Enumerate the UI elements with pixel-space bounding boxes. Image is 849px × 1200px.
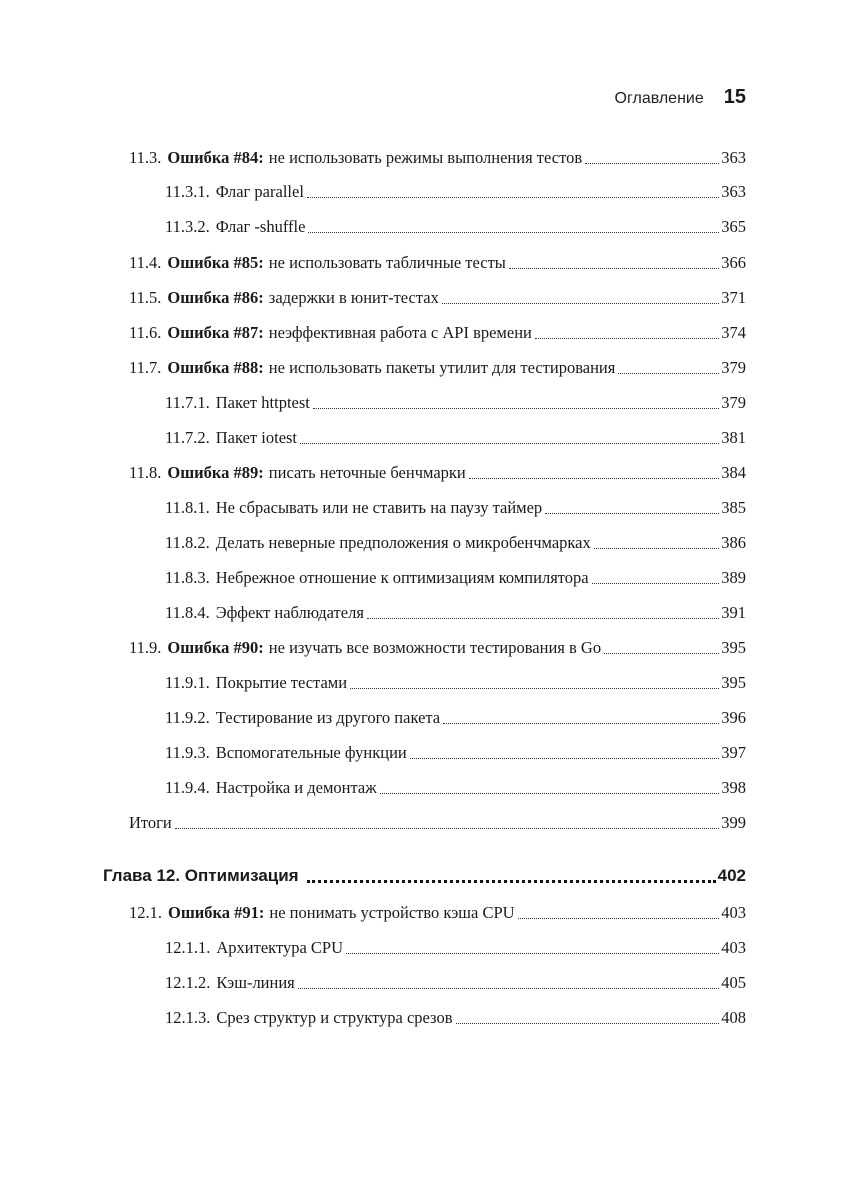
entry-title: не использовать табличные тесты <box>268 253 506 272</box>
dot-leader <box>307 880 716 883</box>
toc-entry <box>165 427 746 449</box>
entry-page-number: 389 <box>721 568 746 587</box>
entry-page-number: 408 <box>721 1008 746 1027</box>
dot-leader <box>313 408 719 409</box>
entry-number: 12.1.2. <box>165 973 211 992</box>
dot-leader <box>442 303 719 304</box>
entry-page-number: 379 <box>721 358 746 377</box>
entry-title: не использовать пакеты утилит для тестирования <box>268 358 616 377</box>
toc-entry <box>129 812 746 834</box>
dot-leader <box>307 197 719 198</box>
entry-title: не изучать все возможности тестирования в Go <box>268 638 602 657</box>
entry-title: Пакет iotest <box>215 428 298 447</box>
entry-title: Делать неверные предположения о микробенчмарках <box>215 533 591 552</box>
toc-entry <box>165 707 746 729</box>
toc-entry <box>165 937 746 959</box>
entry-page-number: 391 <box>721 603 746 622</box>
entry-error-label: Ошибка #86: <box>167 288 264 307</box>
toc-entry <box>129 322 746 344</box>
toc-entry <box>165 1007 746 1029</box>
entry-page-number: 365 <box>721 217 746 236</box>
entry-error-label: Ошибка #91: <box>168 903 265 922</box>
entry-title: Итоги <box>129 813 172 832</box>
toc-entry <box>165 602 746 624</box>
toc-entry <box>165 972 746 994</box>
entry-title: Флаг -shuffle <box>215 217 306 236</box>
entry-page-number: 395 <box>721 673 746 692</box>
toc-entry <box>165 777 746 799</box>
entry-page-number: 405 <box>721 973 746 992</box>
page-number: 15 <box>723 86 746 108</box>
toc-entry <box>165 216 746 238</box>
entry-page-number: 384 <box>721 463 746 482</box>
entry-page-number: 381 <box>721 428 746 447</box>
entry-page-number: 402 <box>717 866 746 885</box>
entry-error-label: Ошибка #85: <box>167 253 264 272</box>
entry-number: 11.9.3. <box>165 743 210 762</box>
entry-number: 12.1.1. <box>165 938 211 957</box>
entry-number: 11.9.2. <box>165 708 210 727</box>
dot-leader <box>410 758 720 759</box>
entry-number: 11.6. <box>129 323 162 342</box>
entry-page-number: 395 <box>721 638 746 657</box>
dot-leader <box>346 953 719 954</box>
entry-page-number: 374 <box>721 323 746 342</box>
toc-entry <box>129 287 746 309</box>
entry-number: 11.9.1. <box>165 673 210 692</box>
entry-title: Флаг parallel <box>215 182 304 201</box>
dot-leader <box>380 793 720 794</box>
toc-entry <box>165 567 746 589</box>
entry-number: 11.3.2. <box>165 217 210 236</box>
entry-page-number: 396 <box>721 708 746 727</box>
entry-page-number: 386 <box>721 533 746 552</box>
toc-entry <box>165 181 746 203</box>
dot-leader <box>308 232 719 233</box>
dot-leader <box>175 828 719 829</box>
entry-number: 11.8.2. <box>165 533 210 552</box>
entry-title: Покрытие тестами <box>215 673 348 692</box>
entry-title: писать неточные бенчмарки <box>268 463 466 482</box>
entry-number: 11.8. <box>129 463 162 482</box>
entry-number: 11.8.1. <box>165 498 210 517</box>
entry-title: Настройка и демонтаж <box>215 778 377 797</box>
toc-entry <box>165 497 746 519</box>
entry-title: не понимать устройство кэша CPU <box>269 903 515 922</box>
entry-page-number: 398 <box>721 778 746 797</box>
dot-leader <box>535 338 719 339</box>
entry-page-number: 399 <box>721 813 746 832</box>
entry-number: 11.3.1. <box>165 182 210 201</box>
entry-title: задержки в юнит-тестах <box>268 288 439 307</box>
toc-entry <box>129 357 746 379</box>
entry-title: не использовать режимы выполнения тестов <box>268 148 583 167</box>
entry-page-number: 385 <box>721 498 746 517</box>
dot-leader <box>545 513 719 514</box>
dot-leader <box>300 443 719 444</box>
section-title: Оглавление <box>614 90 704 107</box>
entry-title: Эффект наблюдателя <box>215 603 364 622</box>
entry-number: 11.7. <box>129 358 162 377</box>
entry-title: Вспомогательные функции <box>215 743 407 762</box>
entry-number: 11.7.1. <box>165 393 210 412</box>
dot-leader <box>592 583 720 584</box>
entry-error-label: Ошибка #90: <box>167 638 264 657</box>
entry-title: Кэш-линия <box>216 973 295 992</box>
entry-page-number: 379 <box>721 393 746 412</box>
entry-number: 12.1. <box>129 903 162 922</box>
dot-leader <box>443 723 719 724</box>
toc-entry <box>129 462 746 484</box>
dot-leader <box>350 688 719 689</box>
entry-page-number: 363 <box>721 182 746 201</box>
entry-title: неэффективная работа с API времени <box>268 323 532 342</box>
entry-number: 11.4. <box>129 253 162 272</box>
toc-entry <box>129 252 746 274</box>
entry-number: 11.9. <box>129 638 162 657</box>
entry-title: Глава 12. Оптимизация <box>103 866 299 885</box>
entry-title: Небрежное отношение к оптимизациям компилятора <box>215 568 589 587</box>
dot-leader <box>618 373 719 374</box>
entry-page-number: 403 <box>721 903 746 922</box>
entry-page-number: 403 <box>721 938 746 957</box>
entry-title: Срез структур и структура срезов <box>216 1008 453 1027</box>
entry-title: Пакет httptest <box>215 393 310 412</box>
dot-leader <box>604 653 719 654</box>
entry-error-label: Ошибка #87: <box>167 323 264 342</box>
entry-error-label: Ошибка #84: <box>167 148 264 167</box>
dot-leader <box>585 163 719 164</box>
entry-page-number: 371 <box>721 288 746 307</box>
dot-leader <box>367 618 719 619</box>
toc-entry <box>165 532 746 554</box>
entry-number: 11.3. <box>129 148 162 167</box>
entry-number: 11.9.4. <box>165 778 210 797</box>
entry-page-number: 363 <box>721 148 746 167</box>
entry-page-number: 397 <box>721 743 746 762</box>
entry-number: 12.1.3. <box>165 1008 211 1027</box>
entry-number: 11.5. <box>129 288 162 307</box>
toc-entry <box>165 742 746 764</box>
entry-title: Не сбрасывать или не ставить на паузу таймер <box>215 498 543 517</box>
dot-leader <box>298 988 719 989</box>
dot-leader <box>594 548 719 549</box>
entry-page-number: 366 <box>721 253 746 272</box>
entry-error-label: Ошибка #89: <box>167 463 264 482</box>
entry-number: 11.7.2. <box>165 428 210 447</box>
dot-leader <box>456 1023 720 1024</box>
entry-number: 11.8.4. <box>165 603 210 622</box>
toc-entry <box>129 637 746 659</box>
running-header <box>615 86 746 109</box>
entry-title: Архитектура CPU <box>216 938 343 957</box>
toc-entry <box>165 672 746 694</box>
toc-entry <box>129 147 746 169</box>
toc-entry <box>129 902 746 924</box>
entry-number: 11.8.3. <box>165 568 210 587</box>
toc-chapter-entry <box>103 865 746 887</box>
toc-entry <box>165 392 746 414</box>
entry-title: Тестирование из другого пакета <box>215 708 441 727</box>
dot-leader <box>509 268 719 269</box>
dot-leader <box>518 918 720 919</box>
entry-error-label: Ошибка #88: <box>167 358 264 377</box>
dot-leader <box>469 478 720 479</box>
